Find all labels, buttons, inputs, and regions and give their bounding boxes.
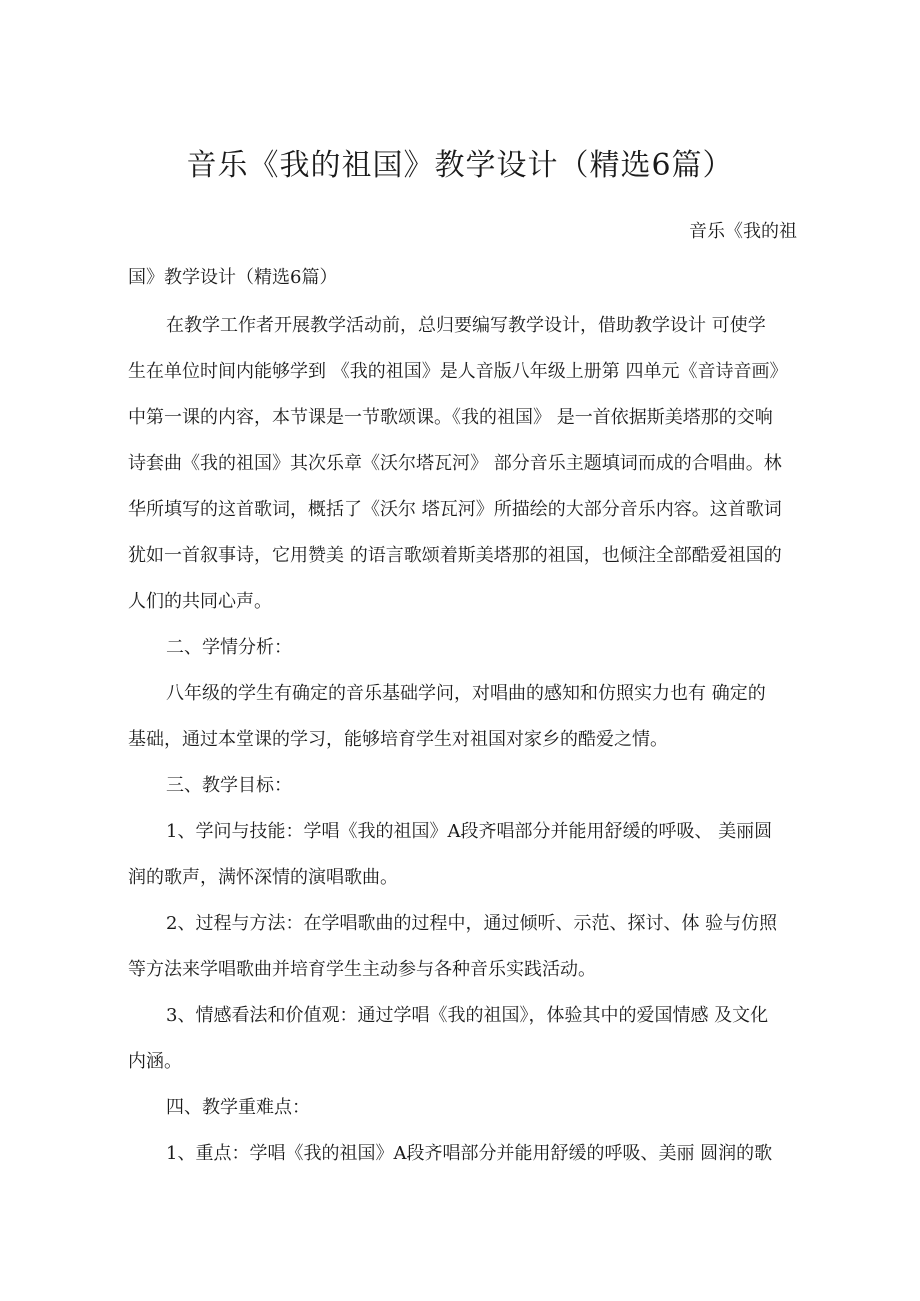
section-3-heading: 三、教学目标： <box>166 775 292 796</box>
section-4-heading: 四、教学重难点： <box>166 1097 310 1118</box>
intro-line-7: 人们的共同心声。 <box>128 591 272 612</box>
subtitle-line-1: 音乐《我的祖 <box>689 221 797 242</box>
subtitle-line-2: 国》教学设计（精选6篇） <box>128 267 338 288</box>
key-point-1-line-1: 1、重点：学唱《我的祖国》A段齐唱部分并能用舒缓的呼吸、美丽 圆润的歌 <box>166 1143 773 1164</box>
goal-1-line-1: 1、学问与技能：学唱《我的祖国》A段齐唱部分并能用舒缓的呼吸、 美丽圆 <box>166 821 773 842</box>
goal-1-line-2: 润的歌声，满怀深情的演唱歌曲。 <box>128 867 398 888</box>
intro-line-2: 生在单位时间内能够学到 《我的祖国》是人音版八年级上册第 四单元《音诗音画》 <box>128 361 788 382</box>
goal-3-line-1: 3、情感看法和价值观：通过学唱《我的祖国》，体验其中的爱国情感 及文化 <box>166 1005 769 1026</box>
document-title: 音乐《我的祖国》教学设计（精选6篇） <box>186 148 734 183</box>
goal-2-line-2: 等方法来学唱歌曲并培育学生主动参与各种音乐实践活动。 <box>128 959 596 980</box>
intro-line-6: 犹如一首叙事诗，它用赞美 的语言歌颂着斯美塔那的祖国，也倾注全部酷爱祖国的 <box>128 545 782 566</box>
section-2-heading: 二、学情分析： <box>166 637 292 658</box>
intro-line-3: 中第一课的内容，本节课是一节歌颂课。《我的祖国》 是一首依据斯美塔那的交响 <box>128 407 773 428</box>
goal-2-line-1: 2、过程与方法：在学唱歌曲的过程中，通过倾听、示范、探讨、体 验与仿照 <box>166 913 778 934</box>
section-2-line-2: 基础，通过本堂课的学习，能够培育学生对祖国对家乡的酷爱之情。 <box>128 729 668 750</box>
section-2-line-1: 八年级的学生有确定的音乐基础学问，对唱曲的感知和仿照实力也有 确定的 <box>166 683 766 704</box>
intro-line-4: 诗套曲《我的祖国》其次乐章《沃尔塔瓦河》 部分音乐主题填词而成的合唱曲。林 <box>128 453 782 474</box>
intro-line-1: 在教学工作者开展教学活动前，总归要编写教学设计，借助教学设计 可使学 <box>166 315 766 336</box>
goal-3-line-2: 内涵。 <box>128 1051 182 1072</box>
intro-line-5: 华所填写的这首歌词，概括了《沃尔 塔瓦河》所描绘的大部分音乐内容。这首歌词 <box>128 499 782 520</box>
